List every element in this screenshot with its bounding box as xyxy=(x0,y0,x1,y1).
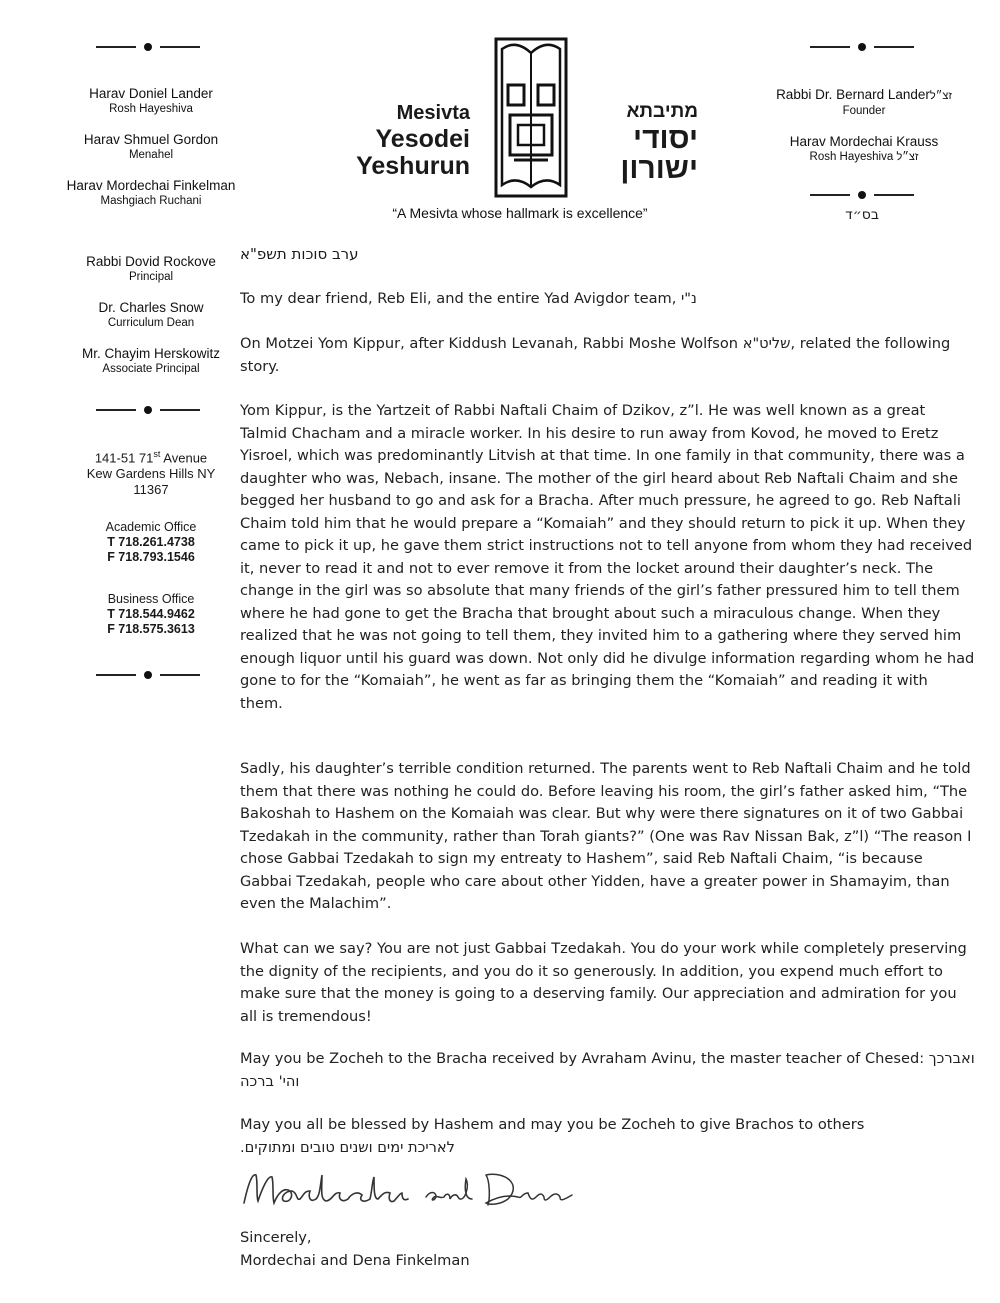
staff-name: Harav Doniel Lander xyxy=(89,86,213,101)
signer-name: Mordechai and Dena Finkelman xyxy=(240,1251,470,1269)
staff-entry xyxy=(55,86,247,117)
staff-entry xyxy=(55,178,247,209)
staff-role: Menahel xyxy=(128,149,174,161)
brand-he-line3: ישורון xyxy=(620,152,698,185)
staff-role: Curriculum Dean xyxy=(107,317,195,329)
sidebar-divider-top xyxy=(96,42,200,52)
letter-greeting xyxy=(240,288,975,311)
letter-closing xyxy=(240,1227,975,1272)
letter-date: ערב סוכות תשפ"א xyxy=(240,245,359,263)
staff-entry xyxy=(55,346,247,377)
address-city: Kew Gardens Hills NY xyxy=(86,466,216,482)
right-staff-list xyxy=(755,87,973,180)
staff-role: Mashgiach Ruchani xyxy=(100,195,202,207)
sidebar-divider-mid xyxy=(96,405,200,415)
staff-role: Associate Principal xyxy=(102,363,200,375)
sidebar-divider-bottom xyxy=(96,670,200,680)
bsd-mark: בס״ד xyxy=(845,207,879,223)
business-office xyxy=(55,591,247,637)
brand-en-line1: Mesivta xyxy=(396,102,470,124)
business-office-phone: T 718.544.9462 xyxy=(107,607,195,621)
brand-en-line2: Yesodei xyxy=(375,125,470,153)
academic-office-title: Academic Office xyxy=(105,520,197,534)
staff-name: Rabbi Dr. Bernard Landerזצ״ל xyxy=(776,87,952,102)
address-zip: 11367 xyxy=(133,482,169,498)
staff-entry xyxy=(55,300,247,331)
staff-name: Mr. Chayim Herskowitz xyxy=(81,346,221,361)
letter-paragraph-2: Yom Kippur, is the Yartzeit of Rabbi Naftali Chaim of Dzikov, z”l. He was well known as a great Talmid Chacham and a miracle worker. In his desire to run away from Kovod, he moved to Eretz Yisroel, which was predominantly Litvish at that time. In one family in that community, there was a daughter who was, Nebach, insane. The mother of the girl heard about Reb Naftali Chaim and she begged her husband to go and ask for a Bracha. After much pressure, he agreed to go. Reb Naftali Chaim told him that he would prepare a “Komaiah” and they should return to pick it up. When they came to pick it up, he gave them strict instructions not to tell anyone from whom they had received it, never to read it and not to ever remove it from the locket around their daughter’s neck. The change in the girl was so absolute that many friends of the girl’s father pressured him to tell them where he had gone to get the Bracha that brought about such a miraculous change. When they realized that he was not going to tell them, they invited him to a gathering where they served him enough liquor until his guard was down. Not only did he divulge information regarding whom he had gone to for the “Komaiah”, he went as far as bringing them the “Komaiah” and reading it with them. xyxy=(240,402,975,712)
staff-name: Harav Mordechai Finkelman xyxy=(66,178,236,193)
staff-entry xyxy=(755,87,973,119)
staff-name: Harav Mordechai Krauss xyxy=(789,134,939,149)
academic-office-fax: F 718.793.1546 xyxy=(107,550,195,564)
brand-name-english xyxy=(340,101,470,180)
right-divider-bottom xyxy=(810,190,914,200)
school-address xyxy=(55,446,247,498)
brand-en-line3: Yeshurun xyxy=(356,152,470,180)
staff-role: Principal xyxy=(128,271,174,283)
yeshiva-logo-emblem xyxy=(492,35,570,200)
handwritten-signature xyxy=(238,1165,578,1215)
academic-office-phone: T 718.261.4738 xyxy=(107,535,195,549)
letter-paragraph-4: What can we say? You are not just Gabbai Tzedakah. You do your work while completely preserving the dignity of the recipients, and you do it so generously. In addition, you expend much effort to make sure that the money is going to a deserving family. Our appreciation and admiration for you all is tremendous! xyxy=(240,940,967,1025)
academic-office xyxy=(55,519,247,565)
brand-he-line1: מתיבתא xyxy=(626,101,698,122)
left-staff-list-2 xyxy=(55,254,247,392)
address-street: 141-51 71st Avenue xyxy=(94,449,208,466)
staff-entry xyxy=(755,134,973,165)
staff-role: Rosh Hayeshiva xyxy=(109,103,193,115)
greeting-hebrew: נ"י xyxy=(681,290,697,307)
brand-he-line2: יסודי xyxy=(633,122,698,155)
greeting-text: To my dear friend, Reb Eli, and the entire Yad Avigdor team, xyxy=(240,290,677,307)
right-divider-top xyxy=(810,42,914,52)
staff-name: Dr. Charles Snow xyxy=(98,300,204,315)
staff-name: Harav Shmuel Gordon xyxy=(83,132,219,147)
letter-paragraph-6: May you all be blessed by Hashem and may you be Zocheh to give Brachos to others לאריכת ימים ושנים טובים ומתוקים. xyxy=(240,1116,865,1156)
letter-paragraph-5: May you be Zocheh to the Bracha received by Avraham Avinu, the master teacher of Chesed: ואברכך והי' ברכה xyxy=(240,1050,975,1090)
staff-name: Rabbi Dovid Rockove xyxy=(86,254,216,269)
letter-paragraph-1: On Motzei Yom Kippur, after Kiddush Levanah, Rabbi Moshe Wolfson שליט"א, related the following story. xyxy=(240,335,951,375)
tagline: “A Mesivta whose hallmark is excellence” xyxy=(392,205,648,221)
closing-text: Sincerely, xyxy=(240,1229,312,1246)
brand-name-hebrew xyxy=(598,100,698,184)
staff-entry xyxy=(55,132,247,163)
staff-role: Rosh Hayeshiva זצ״ל xyxy=(809,151,919,163)
letter-paragraph-3: Sadly, his daughter’s terrible condition returned. The parents went to Reb Naftali Chaim and he told them that there was nothing he could do. Before leaving his room, the girl’s father asked him, “The Bakoshah to Hashem on the Komaiah was clear. But why were there signatures on it of two Gabbai Tzedakah in the community, rather than Torah giants?” (One was Rav Nissan Bak, z”l) “The reason I chose Gabbai Tzedakah to sign my entreaty to Hashem”, said Reb Naftali Chaim, “is because Gabbai Tzedakah, people who care about other Yidden, have a greater power in Shamayim, than even the Malachim”. xyxy=(240,760,972,912)
staff-role: Founder xyxy=(842,105,886,117)
staff-entry xyxy=(55,254,247,285)
left-staff-list xyxy=(55,86,247,224)
business-office-fax: F 718.575.3613 xyxy=(107,622,195,636)
business-office-title: Business Office xyxy=(107,592,195,606)
